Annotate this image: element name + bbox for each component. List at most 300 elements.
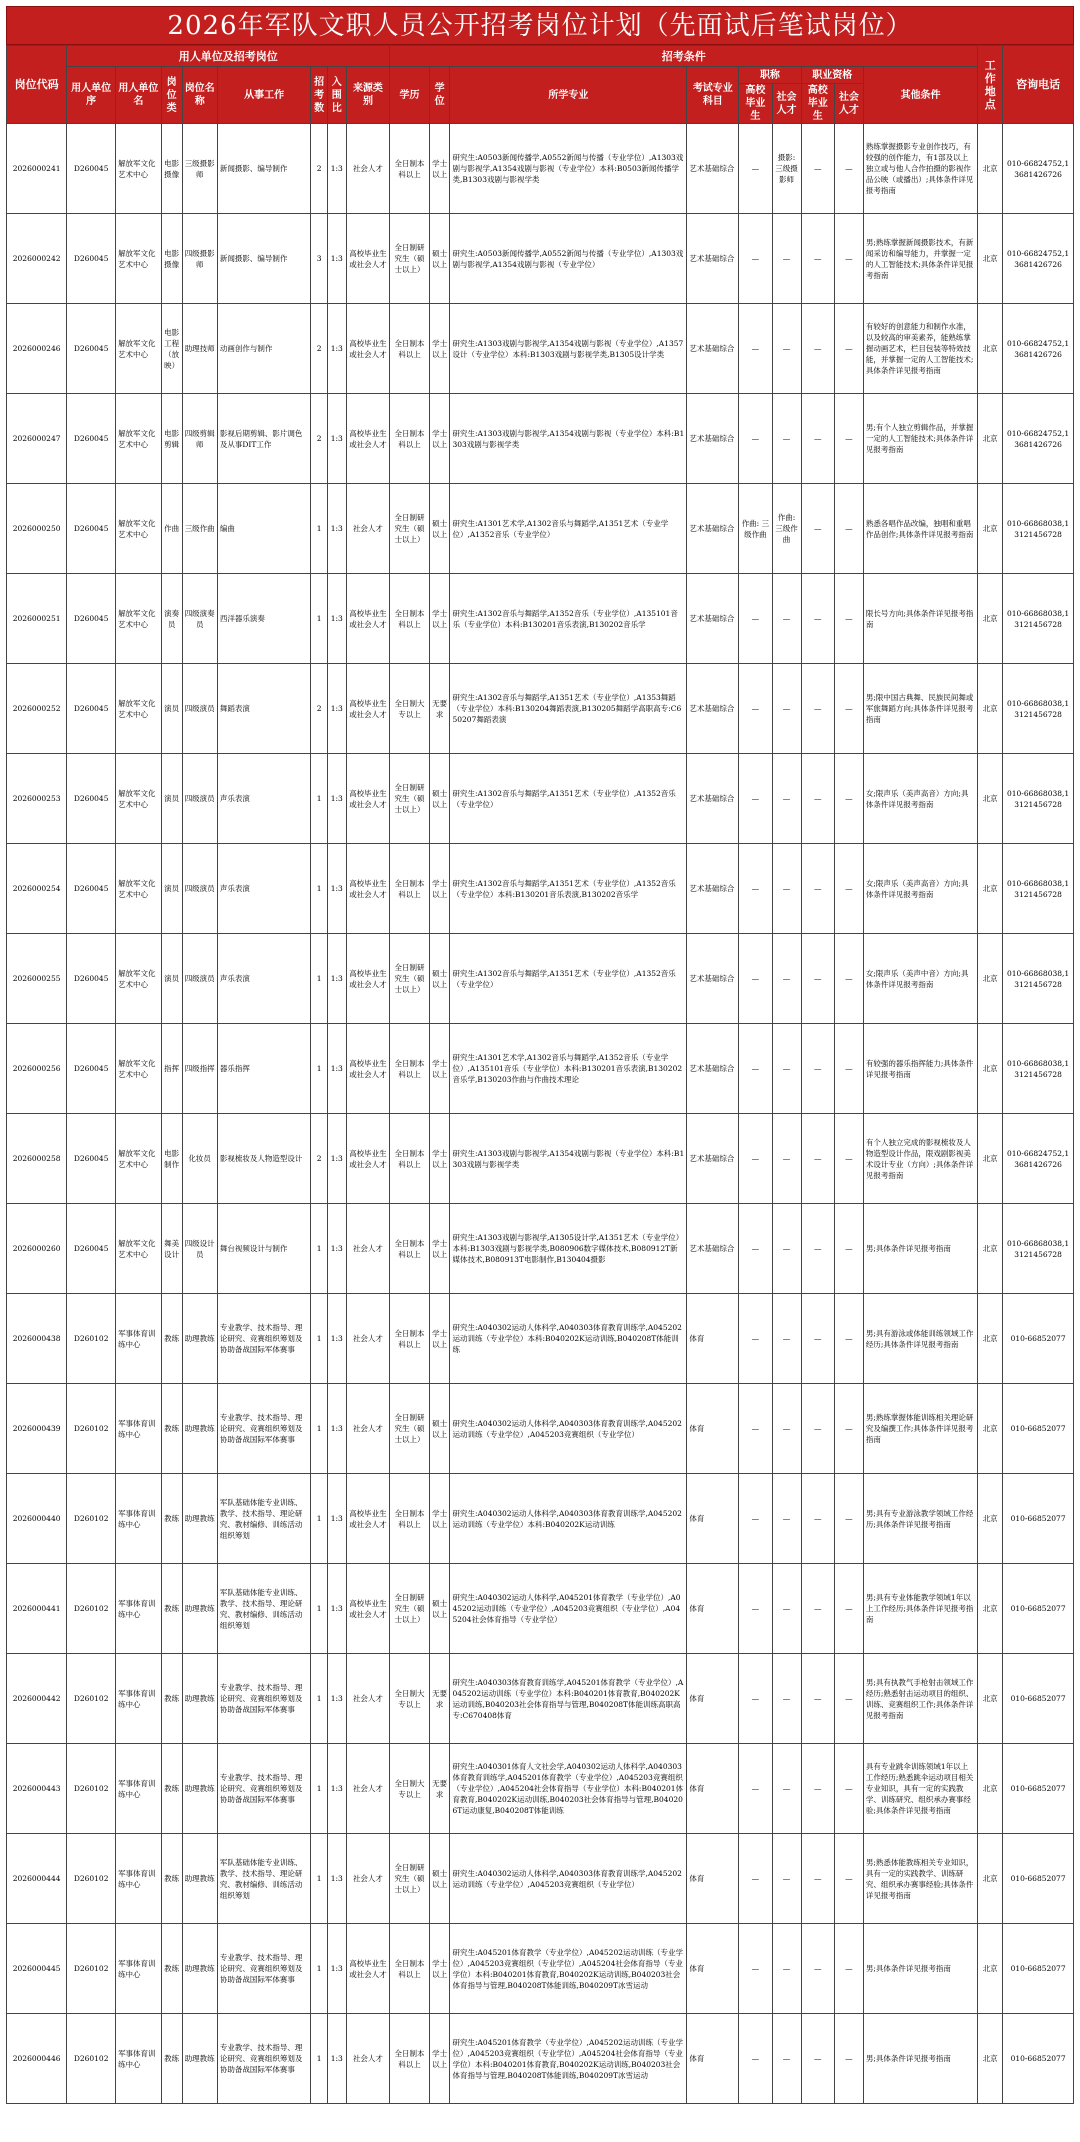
cell-post-type: 演员: [161, 934, 182, 1024]
cell-post-type: 演员: [161, 754, 182, 844]
cell-post-type: 电影摄像: [161, 124, 182, 214]
cell-subject: 体育: [687, 1564, 739, 1654]
cell-source: 社会人才: [346, 1204, 390, 1294]
cell-other: 男;有个人独立剪辑作品，并掌握一定的人工智能技术;具体条件详见报考指南: [863, 394, 977, 484]
cell-qual-social: —: [834, 844, 863, 934]
cell-degree: 学士以上: [429, 1024, 450, 1114]
cell-education: 全日制本科以上: [390, 1114, 429, 1204]
cell-post-name: 四级剪辑师: [182, 394, 217, 484]
cell-code: 2026000246: [7, 304, 67, 394]
cell-degree: 学士以上: [429, 574, 450, 664]
header-title-graduate: 高校毕业生: [739, 84, 772, 124]
cell-place: 北京: [978, 1204, 1003, 1294]
cell-education: 全日制大专以上: [390, 1654, 429, 1744]
cell-count: 2: [311, 304, 328, 394]
table-row: [7, 1114, 1074, 1204]
cell-source: 社会人才: [346, 124, 390, 214]
cell-ratio: 1:3: [327, 574, 346, 664]
cell-qual-graduate: —: [801, 1204, 834, 1294]
cell-ratio: 1:3: [327, 124, 346, 214]
cell-qual-social: —: [834, 1204, 863, 1294]
cell-title-social: 作曲: 三级作曲: [772, 484, 801, 574]
cell-education: 全日制本科以上: [390, 1294, 429, 1384]
cell-work: 声乐表演: [217, 754, 310, 844]
cell-count: 1: [311, 1204, 328, 1294]
cell-unit-name: 解放军文化艺术中心: [116, 1114, 162, 1204]
cell-title-social: —: [772, 214, 801, 304]
cell-subject: 艺术基础综合: [687, 304, 739, 394]
cell-work: 影视梳妆及人物造型设计: [217, 1114, 310, 1204]
cell-degree: 硕士以上: [429, 934, 450, 1024]
cell-title-social: —: [772, 1384, 801, 1474]
cell-education: 全日制本科以上: [390, 304, 429, 394]
cell-ratio: 1:3: [327, 1204, 346, 1294]
cell-source: 高校毕业生或社会人才: [346, 574, 390, 664]
cell-place: 北京: [978, 214, 1003, 304]
cell-post-name: 助理教练: [182, 1834, 217, 1924]
cell-degree: 学士以上: [429, 1924, 450, 2014]
cell-qual-social: —: [834, 1924, 863, 2014]
cell-major: 研究生:A1302音乐与舞蹈学,A1351艺术（专业学位）,A1352音乐（专业学位）本科:B130201音乐表演,B130202音乐学: [450, 844, 687, 934]
cell-unit-code: D260102: [67, 1384, 116, 1474]
cell-qual-social: —: [834, 214, 863, 304]
cell-unit-name: 解放军文化艺术中心: [116, 574, 162, 664]
cell-place: 北京: [978, 394, 1003, 484]
cell-title-graduate: —: [739, 1564, 772, 1654]
table-header: [7, 46, 1074, 124]
cell-other: 限长号方向;具体条件详见报考指南: [863, 574, 977, 664]
cell-phone: 010-66852077: [1003, 1294, 1074, 1384]
cell-unit-name: 解放军文化艺术中心: [116, 844, 162, 934]
cell-phone: 010-66868038,13121456728: [1003, 574, 1074, 664]
cell-qual-social: —: [834, 1834, 863, 1924]
cell-source: 高校毕业生或社会人才: [346, 394, 390, 484]
cell-major: 研究生:A1303戏剧与影视学,A1305设计学,A1351艺术（专业学位）本科:B1303戏剧与影视学类,B080906数字媒体技术,B080912T新媒体技术,B080913T电影制作,B130404摄影: [450, 1204, 687, 1294]
cell-qual-social: —: [834, 1564, 863, 1654]
table-row: [7, 574, 1074, 664]
cell-source: 社会人才: [346, 484, 390, 574]
cell-source: 高校毕业生或社会人才: [346, 1114, 390, 1204]
cell-count: 1: [311, 484, 328, 574]
cell-place: 北京: [978, 1744, 1003, 1834]
cell-qual-social: —: [834, 1024, 863, 1114]
cell-education: 全日制研究生（硕士以上）: [390, 484, 429, 574]
cell-post-type: 教练: [161, 1474, 182, 1564]
cell-unit-name: 军事体育训练中心: [116, 1564, 162, 1654]
cell-qual-graduate: —: [801, 1834, 834, 1924]
cell-major: 研究生:A1303戏剧与影视学,A1354戏剧与影视（专业学位）,A1357设计（专业学位）本科:B1303戏剧与影视学类,B1305设计学类: [450, 304, 687, 394]
cell-qual-social: —: [834, 754, 863, 844]
header-unit-group: 用人单位及招考岗位: [67, 46, 390, 67]
cell-title-graduate: —: [739, 214, 772, 304]
cell-phone: 010-66824752,13681426726: [1003, 394, 1074, 484]
cell-qual-social: —: [834, 1294, 863, 1384]
cell-work: 专业教学、技术指导、理论研究、竞赛组织筹划及协助备战国际军体赛事: [217, 1654, 310, 1744]
cell-degree: 无要求: [429, 1744, 450, 1834]
cell-place: 北京: [978, 664, 1003, 754]
cell-place: 北京: [978, 304, 1003, 394]
cell-education: 全日制研究生（硕士以上）: [390, 1564, 429, 1654]
cell-other: 男;熟练掌握体能训练相关理论研究及编撰工作;具体条件详见报考指南: [863, 1384, 977, 1474]
cell-title-graduate: —: [739, 394, 772, 484]
cell-degree: 学士以上: [429, 844, 450, 934]
cell-degree: 无要求: [429, 1654, 450, 1744]
header-major: 所学专业: [450, 67, 687, 124]
cell-unit-code: D260045: [67, 574, 116, 664]
table-row: [7, 1384, 1074, 1474]
cell-qual-graduate: —: [801, 664, 834, 754]
cell-title-graduate: —: [739, 1204, 772, 1294]
cell-education: 全日制本科以上: [390, 1204, 429, 1294]
cell-qual-graduate: —: [801, 1564, 834, 1654]
cell-unit-name: 解放军文化艺术中心: [116, 934, 162, 1024]
cell-unit-name: 军事体育训练中心: [116, 1834, 162, 1924]
cell-title-social: —: [772, 1114, 801, 1204]
cell-title-social: —: [772, 1294, 801, 1384]
cell-phone: 010-66852077: [1003, 1744, 1074, 1834]
cell-code: 2026000445: [7, 1924, 67, 2014]
cell-other: 男;具体条件详见报考指南: [863, 2014, 977, 2104]
cell-title-social: —: [772, 1024, 801, 1114]
cell-major: 研究生:A0503新闻传播学,A0552新闻与传播（专业学位）,A1303戏剧与影视学,A1354戏剧与影视（专业学位）本科:B0503新闻传播学类,B1303戏剧与影视学类: [450, 124, 687, 214]
cell-ratio: 1:3: [327, 1564, 346, 1654]
cell-qual-social: —: [834, 2014, 863, 2104]
cell-other: 女;限声乐（美声中音）方向;具体条件详见报考指南: [863, 934, 977, 1024]
cell-unit-code: D260045: [67, 1114, 116, 1204]
cell-place: 北京: [978, 574, 1003, 664]
cell-ratio: 1:3: [327, 934, 346, 1024]
cell-other: 女;限声乐（美声高音）方向;具体条件详见报考指南: [863, 754, 977, 844]
cell-qual-graduate: —: [801, 1924, 834, 2014]
cell-qual-graduate: —: [801, 1114, 834, 1204]
cell-source: 社会人才: [346, 1654, 390, 1744]
cell-post-type: 教练: [161, 1654, 182, 1744]
cell-qual-social: —: [834, 304, 863, 394]
cell-other: 男;熟练掌握新闻摄影技术，有新闻采访和编导能力，并掌握一定的人工智能技术;具体条件详见报考指南: [863, 214, 977, 304]
cell-place: 北京: [978, 484, 1003, 574]
cell-source: 高校毕业生或社会人才: [346, 1024, 390, 1114]
cell-place: 北京: [978, 1384, 1003, 1474]
cell-qual-social: —: [834, 1384, 863, 1474]
cell-code: 2026000253: [7, 754, 67, 844]
cell-subject: 艺术基础综合: [687, 394, 739, 484]
cell-place: 北京: [978, 1024, 1003, 1114]
cell-title-graduate: —: [739, 1744, 772, 1834]
table-row: [7, 664, 1074, 754]
cell-major: 研究生:A040302运动人体科学,A040303体育教育训练学,A045202运动训练（专业学位）,A045203竞赛组织（专业学位）: [450, 1834, 687, 1924]
cell-title-social: —: [772, 844, 801, 934]
cell-work: 专业教学、技术指导、理论研究、竞赛组织筹划及协助备战国际军体赛事: [217, 1744, 310, 1834]
cell-code: 2026000256: [7, 1024, 67, 1114]
cell-phone: 010-66852077: [1003, 1564, 1074, 1654]
cell-qual-graduate: —: [801, 1294, 834, 1384]
cell-education: 全日制研究生（硕士以上）: [390, 1384, 429, 1474]
cell-title-social: —: [772, 2014, 801, 2104]
cell-qual-graduate: —: [801, 1654, 834, 1744]
cell-education: 全日制本科以上: [390, 124, 429, 214]
header-post-type: 岗位类: [161, 67, 182, 124]
cell-qual-graduate: —: [801, 1024, 834, 1114]
cell-place: 北京: [978, 1924, 1003, 2014]
cell-other: 熟练掌握摄影专业创作技巧，有较强的创作能力，有1部及以上独立或与他人合作拍摄的影视作品公映（或播出）;具体条件详见报考指南: [863, 124, 977, 214]
cell-qual-social: —: [834, 1654, 863, 1744]
cell-unit-name: 解放军文化艺术中心: [116, 214, 162, 304]
cell-other: 男;具有专业游泳教学领域工作经历;具体条件详见报考指南: [863, 1474, 977, 1564]
cell-subject: 艺术基础综合: [687, 1024, 739, 1114]
cell-unit-code: D260045: [67, 214, 116, 304]
table-row: [7, 844, 1074, 934]
cell-place: 北京: [978, 1654, 1003, 1744]
cell-subject: 体育: [687, 1384, 739, 1474]
cell-degree: 硕士以上: [429, 214, 450, 304]
cell-major: 研究生:A040301体育人文社会学,A040302运动人体科学,A040303体育教育训练学,A045201体育教学（专业学位）,A045203竞赛组织（专业学位）,A045204社会体育指导（专业学位）本科:B040201体育教育,B040202K运动训练,B040203社会体育指导与管理,B040206T运动康复,B040208T体能训练: [450, 1744, 687, 1834]
cell-place: 北京: [978, 1474, 1003, 1564]
cell-degree: 学士以上: [429, 1474, 450, 1564]
cell-work: 新闻摄影、编导制作: [217, 214, 310, 304]
table-row: [7, 1564, 1074, 1654]
cell-unit-name: 军事体育训练中心: [116, 1474, 162, 1564]
table-body: [7, 124, 1074, 2104]
cell-unit-code: D260045: [67, 844, 116, 934]
table-row: [7, 1744, 1074, 1834]
cell-title-social: —: [772, 934, 801, 1024]
header-unit-name: 用人单位名: [116, 67, 162, 124]
cell-degree: 学士以上: [429, 1114, 450, 1204]
cell-major: 研究生:A1301艺术学,A1302音乐与舞蹈学,A1351艺术（专业学位）,A1352音乐（专业学位）: [450, 484, 687, 574]
cell-post-type: 电影制作: [161, 1114, 182, 1204]
cell-ratio: 1:3: [327, 304, 346, 394]
cell-degree: 硕士以上: [429, 754, 450, 844]
cell-post-name: 四级演奏员: [182, 574, 217, 664]
cell-work: 专业教学、技术指导、理论研究、竞赛组织筹划及协助备战国际军体赛事: [217, 1924, 310, 2014]
cell-phone: 010-66868038,13121456728: [1003, 754, 1074, 844]
cell-source: 社会人才: [346, 1744, 390, 1834]
cell-place: 北京: [978, 1114, 1003, 1204]
cell-post-type: 教练: [161, 1384, 182, 1474]
cell-phone: 010-66852077: [1003, 1474, 1074, 1564]
cell-work: 专业教学、技术指导、理论研究、竞赛组织筹划及协助备战国际军体赛事: [217, 1294, 310, 1384]
document-title: 2026年军队文职人员公开招考岗位计划（先面试后笔试岗位）: [6, 6, 1074, 45]
table-row: [7, 1294, 1074, 1384]
table-row: [7, 2014, 1074, 2104]
cell-work: 编曲: [217, 484, 310, 574]
header-unit-code: 用人单位序: [67, 67, 116, 124]
cell-post-name: 四级演员: [182, 934, 217, 1024]
cell-count: 1: [311, 574, 328, 664]
cell-code: 2026000443: [7, 1744, 67, 1834]
cell-unit-code: D260045: [67, 754, 116, 844]
cell-other: 有个人独立完成的影视梳妆及人物造型设计作品，限戏剧影视美术设计专业（方向）;具体条件详见报考指南: [863, 1114, 977, 1204]
cell-unit-name: 军事体育训练中心: [116, 2014, 162, 2104]
cell-work: 专业教学、技术指导、理论研究、竞赛组织筹划及协助备战国际军体赛事: [217, 1384, 310, 1474]
cell-education: 全日制本科以上: [390, 2014, 429, 2104]
cell-count: 1: [311, 1384, 328, 1474]
cell-title-social: —: [772, 1204, 801, 1294]
cell-post-type: 教练: [161, 2014, 182, 2104]
cell-unit-name: 解放军文化艺术中心: [116, 484, 162, 574]
cell-post-type: 教练: [161, 1294, 182, 1384]
cell-post-type: 教练: [161, 1564, 182, 1654]
header-work: 从事工作: [217, 67, 310, 124]
cell-code: 2026000250: [7, 484, 67, 574]
cell-post-type: 演奏员: [161, 574, 182, 664]
cell-ratio: 1:3: [327, 664, 346, 754]
cell-ratio: 1:3: [327, 844, 346, 934]
cell-major: 研究生:A045201体育教学（专业学位）,A045202运动训练（专业学位）,A045203竞赛组织（专业学位）,A045204社会体育指导（专业学位）本科:B040201体育教育,B040202K运动训练,B040203社会体育指导与管理,B040208T体能训练,B040209T冰雪运动: [450, 1924, 687, 2014]
cell-post-name: 四级摄影师: [182, 214, 217, 304]
cell-unit-code: D260045: [67, 934, 116, 1024]
header-qual-graduate: 高校毕业生: [801, 84, 834, 124]
cell-place: 北京: [978, 1834, 1003, 1924]
cell-other: 男;具体条件详见报考指南: [863, 1204, 977, 1294]
cell-work: 器乐指挥: [217, 1024, 310, 1114]
cell-work: 声乐表演: [217, 844, 310, 934]
cell-code: 2026000441: [7, 1564, 67, 1654]
cell-major: 研究生:A1303戏剧与影视学,A1354戏剧与影视（专业学位）本科:B1303戏剧与影视学类: [450, 394, 687, 484]
cell-degree: 学士以上: [429, 1294, 450, 1384]
cell-unit-code: D260045: [67, 394, 116, 484]
cell-code: 2026000252: [7, 664, 67, 754]
cell-phone: 010-66824752,13681426726: [1003, 304, 1074, 394]
cell-qual-social: —: [834, 1474, 863, 1564]
cell-place: 北京: [978, 1564, 1003, 1654]
cell-unit-code: D260102: [67, 1834, 116, 1924]
header-count: 招考数: [311, 67, 328, 124]
cell-title-graduate: —: [739, 1114, 772, 1204]
cell-ratio: 1:3: [327, 1924, 346, 2014]
cell-ratio: 1:3: [327, 2014, 346, 2104]
cell-post-type: 教练: [161, 1834, 182, 1924]
cell-title-graduate: 作曲: 三级作曲: [739, 484, 772, 574]
cell-code: 2026000254: [7, 844, 67, 934]
cell-qual-social: —: [834, 1744, 863, 1834]
cell-title-graduate: —: [739, 844, 772, 934]
cell-subject: 体育: [687, 1294, 739, 1384]
cell-education: 全日制本科以上: [390, 1924, 429, 2014]
cell-unit-code: D260102: [67, 1564, 116, 1654]
cell-phone: 010-66868038,13121456728: [1003, 934, 1074, 1024]
cell-source: 高校毕业生或社会人才: [346, 754, 390, 844]
cell-qual-graduate: —: [801, 754, 834, 844]
cell-title-graduate: —: [739, 2014, 772, 2104]
cell-code: 2026000438: [7, 1294, 67, 1384]
cell-title-graduate: —: [739, 304, 772, 394]
cell-ratio: 1:3: [327, 1654, 346, 1744]
cell-other: 男;具有游泳或体能训练领域工作经历;具体条件详见报考指南: [863, 1294, 977, 1384]
cell-count: 1: [311, 1024, 328, 1114]
cell-qual-graduate: —: [801, 394, 834, 484]
cell-phone: 010-66824752,13681426726: [1003, 1114, 1074, 1204]
cell-subject: 体育: [687, 1834, 739, 1924]
header-phone: 咨询电话: [1003, 46, 1074, 124]
cell-title-social: —: [772, 1474, 801, 1564]
cell-subject: 艺术基础综合: [687, 124, 739, 214]
cell-place: 北京: [978, 754, 1003, 844]
cell-qual-social: —: [834, 664, 863, 754]
cell-title-graduate: —: [739, 1654, 772, 1744]
cell-education: 全日制大专以上: [390, 664, 429, 754]
table-row: [7, 934, 1074, 1024]
table-row: [7, 214, 1074, 304]
cell-count: 1: [311, 1564, 328, 1654]
cell-source: 社会人才: [346, 1834, 390, 1924]
cell-education: 全日制本科以上: [390, 844, 429, 934]
cell-unit-code: D260102: [67, 1924, 116, 2014]
cell-phone: 010-66824752,13681426726: [1003, 124, 1074, 214]
header-subject: 考试专业科目: [687, 67, 739, 124]
cell-qual-graduate: —: [801, 1384, 834, 1474]
positions-table: [6, 45, 1074, 2104]
cell-post-name: 四级演员: [182, 754, 217, 844]
cell-qual-social: —: [834, 394, 863, 484]
cell-post-name: 四级演员: [182, 664, 217, 754]
cell-post-name: 助理教练: [182, 1924, 217, 2014]
cell-title-social: —: [772, 1744, 801, 1834]
cell-code: 2026000258: [7, 1114, 67, 1204]
cell-qual-social: —: [834, 484, 863, 574]
cell-degree: 学士以上: [429, 1204, 450, 1294]
cell-work: 军队基础体能专业训练、教学、技术指导、理论研究、教材编修、训练活动组织筹划: [217, 1474, 310, 1564]
cell-degree: 学士以上: [429, 394, 450, 484]
cell-count: 1: [311, 934, 328, 1024]
cell-ratio: 1:3: [327, 1384, 346, 1474]
cell-title-graduate: —: [739, 1834, 772, 1924]
cell-major: 研究生:A040303体育教育训练学,A045201体育教学（专业学位）,A045202运动训练（专业学位）本科:B040201体育教育,B040202K运动训练,B040203社会体育指导与管理,B040208T体能训练高职高专:C670408体育: [450, 1654, 687, 1744]
cell-source: 高校毕业生或社会人才: [346, 214, 390, 304]
cell-education: 全日制研究生（硕士以上）: [390, 754, 429, 844]
cell-qual-graduate: —: [801, 2014, 834, 2104]
cell-code: 2026000446: [7, 2014, 67, 2104]
cell-qual-graduate: —: [801, 1744, 834, 1834]
cell-unit-name: 解放军文化艺术中心: [116, 124, 162, 214]
cell-unit-code: D260102: [67, 1294, 116, 1384]
cell-degree: 学士以上: [429, 2014, 450, 2104]
cell-subject: 艺术基础综合: [687, 1114, 739, 1204]
cell-post-name: 化妆员: [182, 1114, 217, 1204]
header-degree: 学位: [429, 67, 450, 124]
cell-title-graduate: —: [739, 1024, 772, 1114]
cell-subject: 体育: [687, 2014, 739, 2104]
cell-major: 研究生:A1301艺术学,A1302音乐与舞蹈学,A1352音乐（专业学位）,A135101音乐（专业学位）本科:B130201音乐表演,B130202音乐学,B130203作曲与作曲技术理论: [450, 1024, 687, 1114]
cell-subject: 艺术基础综合: [687, 1204, 739, 1294]
cell-education: 全日制研究生（硕士以上）: [390, 1834, 429, 1924]
cell-unit-name: 解放军文化艺术中心: [116, 394, 162, 484]
cell-phone: 010-66852077: [1003, 1834, 1074, 1924]
cell-work: 舞台视频设计与制作: [217, 1204, 310, 1294]
cell-count: 1: [311, 1654, 328, 1744]
cell-title-graduate: —: [739, 664, 772, 754]
cell-title-graduate: —: [739, 1474, 772, 1564]
header-title-group: 职称: [739, 67, 801, 84]
cell-work: 舞蹈表演: [217, 664, 310, 754]
cell-phone: 010-66852077: [1003, 2014, 1074, 2104]
cell-title-social: —: [772, 754, 801, 844]
cell-major: 研究生:A040302运动人体科学,A040303体育教育训练学,A045202运动训练（专业学位）本科:B040202K运动训练: [450, 1474, 687, 1564]
cell-count: 1: [311, 1834, 328, 1924]
header-place: 工作地点: [978, 46, 1003, 124]
cell-title-graduate: —: [739, 1384, 772, 1474]
cell-qual-graduate: —: [801, 934, 834, 1024]
cell-title-graduate: —: [739, 1924, 772, 2014]
cell-count: 1: [311, 1294, 328, 1384]
cell-qual-graduate: —: [801, 844, 834, 934]
cell-source: 社会人才: [346, 1294, 390, 1384]
cell-source: 高校毕业生或社会人才: [346, 934, 390, 1024]
cell-unit-name: 军事体育训练中心: [116, 1384, 162, 1474]
cell-source: 高校毕业生或社会人才: [346, 304, 390, 394]
header-ratio: 入围比: [327, 67, 346, 124]
header-qualification-group: 职业资格: [801, 67, 863, 84]
